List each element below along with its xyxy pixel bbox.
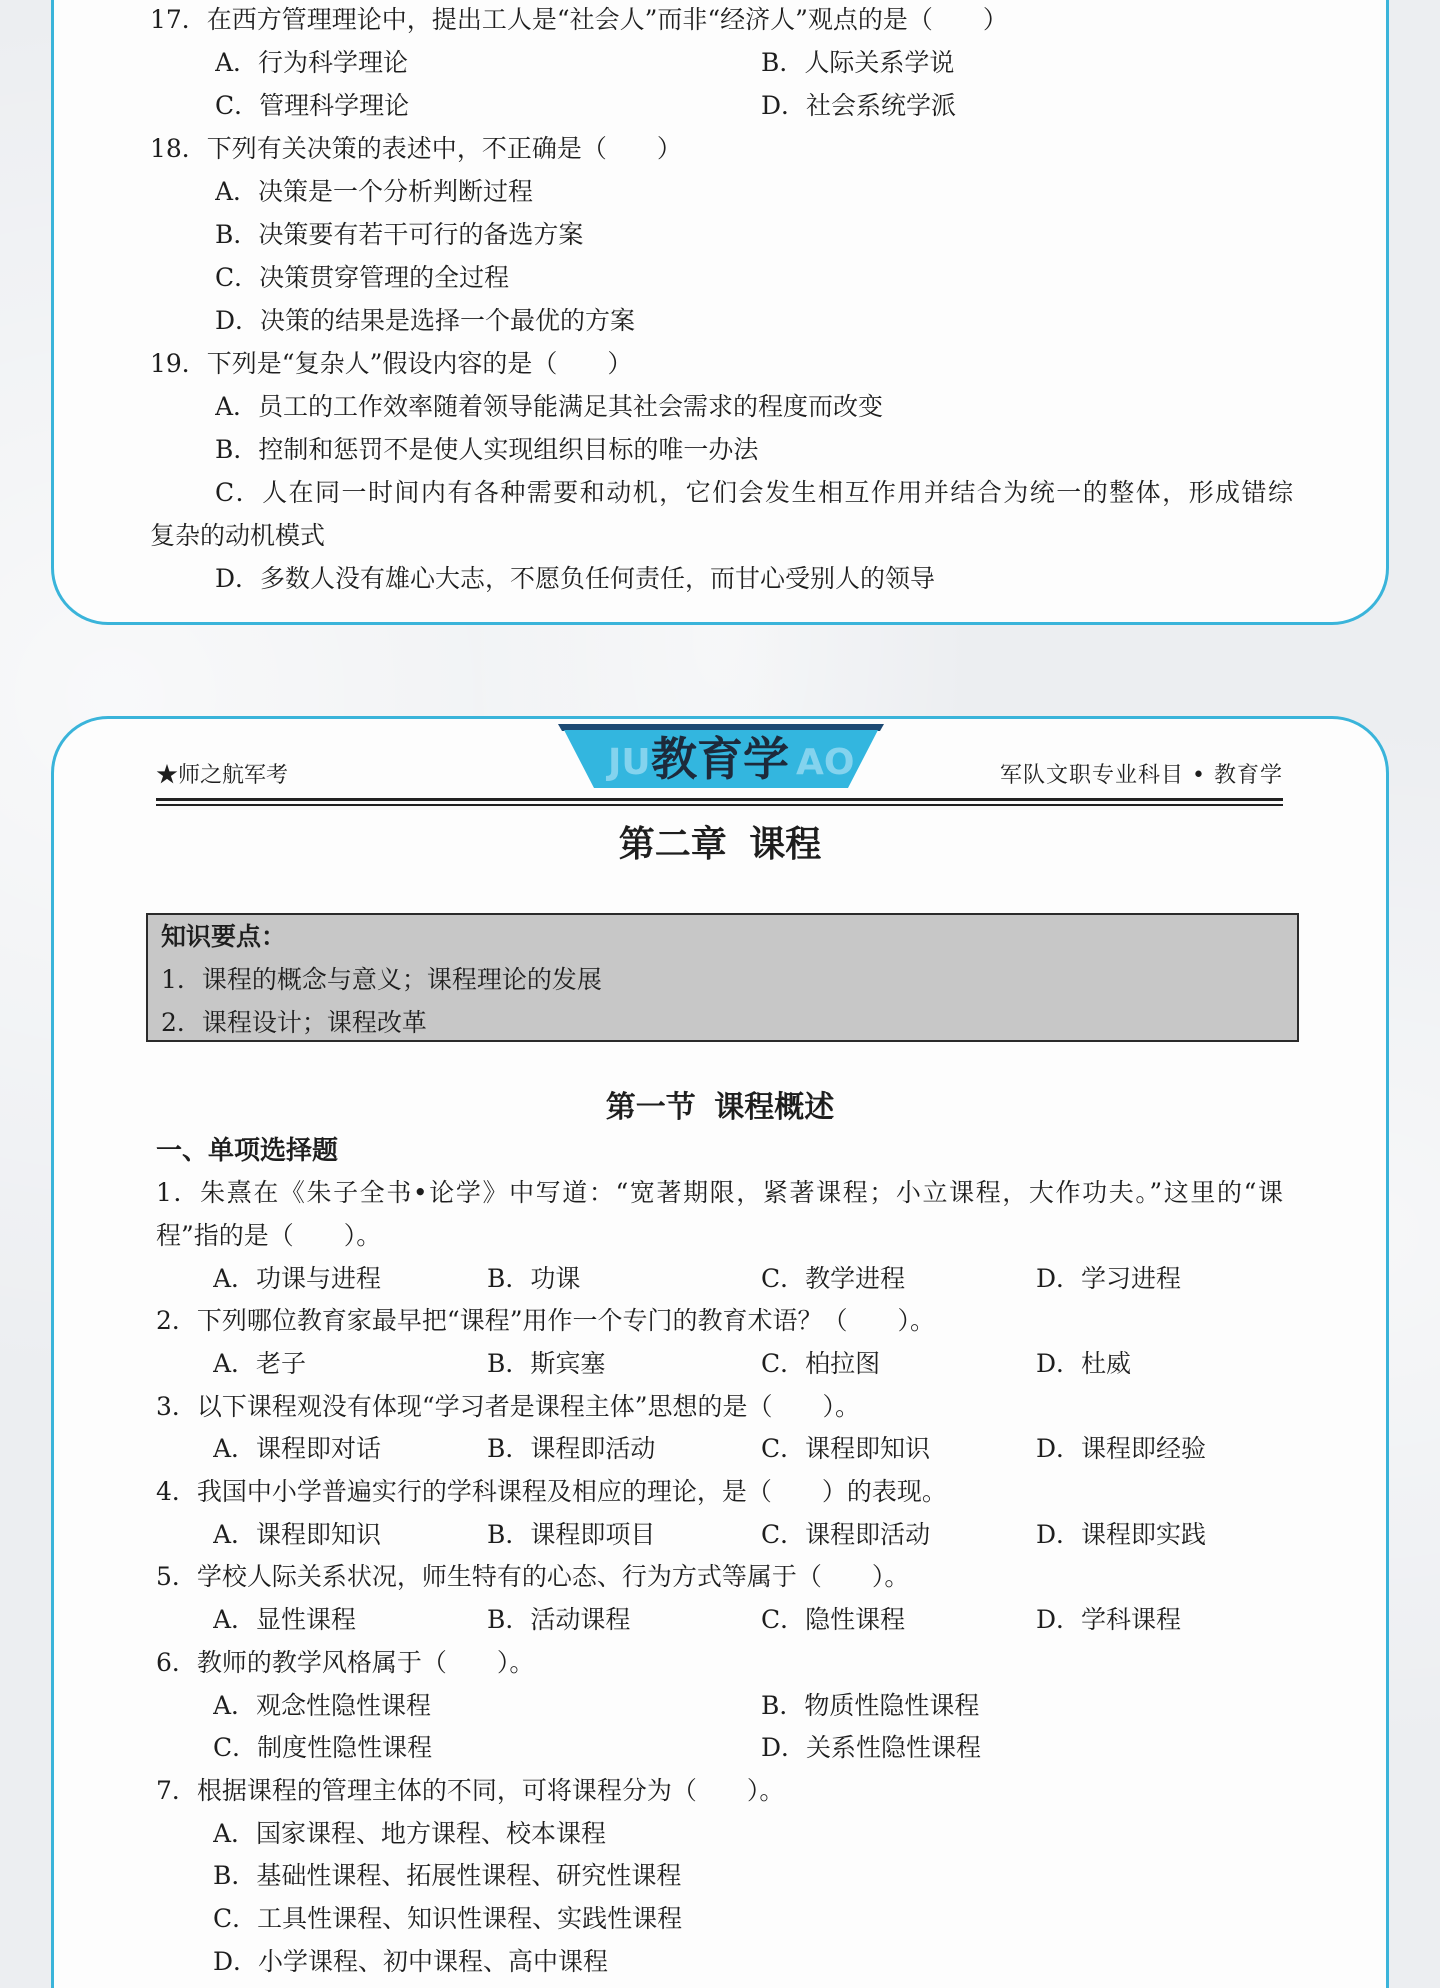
option-d: D．决策的结果是选择一个最优的方案 xyxy=(215,305,636,335)
option-b: B．物质性隐性课程 xyxy=(761,1690,980,1720)
question-stem-line-1: 1．朱熹在《朱子全书•论学》中写道：“宽著期限，紧著课程；小立课程，大作功夫。”这里的“课 xyxy=(156,1178,1283,1208)
option-a: A．决策是一个分析判断过程 xyxy=(215,176,534,206)
question-6 xyxy=(0,1642,1440,1685)
question-3 xyxy=(0,1386,1440,1429)
question-stem: 3．以下课程观没有体现“学习者是课程主体”思想的是（ ）。 xyxy=(156,1391,860,1421)
option-c-line-2: 复杂的动机模式 xyxy=(150,520,326,550)
key-point-item: 2．课程设计；课程改革 xyxy=(161,1008,427,1037)
option-c: C．课程即知识 xyxy=(761,1434,931,1464)
option-d: D．学科课程 xyxy=(1036,1605,1182,1635)
option-d: D．学习进程 xyxy=(1036,1263,1182,1293)
question-1 xyxy=(0,1172,1440,1215)
option-row xyxy=(0,41,1440,84)
key-points-box xyxy=(146,913,1299,1042)
option-d: D．关系性隐性课程 xyxy=(761,1733,982,1763)
question-stem-line-2: 程”指的是（ ）。 xyxy=(156,1220,382,1250)
option-d: D．社会系统学派 xyxy=(761,90,957,120)
option-row xyxy=(0,514,1440,557)
question-stem: 7．根据课程的管理主体的不同，可将课程分为（ ）。 xyxy=(156,1775,785,1805)
option-a: A．课程即对话 xyxy=(213,1434,382,1464)
header-rule-thin xyxy=(156,804,1283,806)
option-c: C．管理科学理论 xyxy=(215,90,410,120)
option-row xyxy=(0,471,1440,514)
option-b: B．控制和惩罚不是使人实现组织目标的唯一办法 xyxy=(215,434,759,464)
question-type-row xyxy=(0,1130,1440,1173)
option-row xyxy=(0,1685,1440,1728)
option-c: C．教学进程 xyxy=(761,1263,906,1293)
option-row xyxy=(0,428,1440,471)
option-row xyxy=(0,385,1440,428)
question-18 xyxy=(0,127,1440,170)
option-row xyxy=(0,1599,1440,1642)
banner-watermark-left: JU xyxy=(608,742,651,783)
question-stem: 2．下列哪位教育家最早把“课程”用作一个专门的教育术语？（ ）。 xyxy=(156,1306,935,1336)
question-stem: 18．下列有关决策的表述中，不正确是（ ） xyxy=(150,133,682,163)
option-b: B．基础性课程、拓展性课程、研究性课程 xyxy=(213,1861,682,1891)
option-row xyxy=(0,1258,1440,1301)
option-b: B．功课 xyxy=(487,1263,581,1293)
question-19 xyxy=(0,342,1440,385)
option-row xyxy=(0,213,1440,256)
question-stem: 19．下列是“复杂人”假设内容的是（ ） xyxy=(150,348,633,378)
option-row xyxy=(0,84,1440,127)
option-c: C．决策贯穿管理的全过程 xyxy=(215,262,510,292)
option-b: B．决策要有若干可行的备选方案 xyxy=(215,219,584,249)
option-row xyxy=(0,299,1440,342)
option-a: A．课程即知识 xyxy=(213,1519,382,1549)
option-a: A．功课与进程 xyxy=(213,1263,382,1293)
header-rule-thick xyxy=(156,798,1283,801)
option-c: C．柏拉图 xyxy=(761,1349,881,1379)
option-row xyxy=(0,1514,1440,1557)
option-b: B．人际关系学说 xyxy=(761,47,955,77)
option-row xyxy=(0,1428,1440,1471)
option-c-line-1: C．人在同一时间内有各种需要和动机，它们会发生相互作用并结合为统一的整体，形成错综 xyxy=(215,477,1293,507)
option-a: A．员工的工作效率随着领导能满足其社会需求的程度而改变 xyxy=(215,391,884,421)
option-d: D．杜威 xyxy=(1036,1349,1132,1379)
option-row xyxy=(0,1813,1440,1856)
top-card-questions xyxy=(0,0,1440,600)
key-points-heading: 知识要点： xyxy=(161,922,287,951)
header-brand: ★师之航军考 xyxy=(156,763,289,788)
option-row xyxy=(0,1941,1440,1984)
question-17 xyxy=(0,0,1440,41)
question-stem: 17．在西方管理理论中，提出工人是“社会人”而非“经济人”观点的是（ ） xyxy=(150,4,1008,34)
question-5 xyxy=(0,1556,1440,1599)
option-b: B．课程即活动 xyxy=(487,1434,656,1464)
option-d: D．课程即经验 xyxy=(1036,1434,1207,1464)
subject-banner xyxy=(556,722,886,792)
option-b: B．活动课程 xyxy=(487,1605,631,1635)
option-a: A．显性课程 xyxy=(213,1605,357,1635)
option-b: B．课程即项目 xyxy=(487,1519,656,1549)
key-point-item: 1．课程的概念与意义；课程理论的发展 xyxy=(161,965,602,994)
option-c: C．隐性课程 xyxy=(761,1605,906,1635)
option-c: C．工具性课程、知识性课程、实践性课程 xyxy=(213,1903,683,1933)
section-title: 第一节 课程概述 xyxy=(605,1090,835,1125)
option-a: A．观念性隐性课程 xyxy=(213,1690,432,1720)
option-row xyxy=(0,1727,1440,1770)
option-c: C．课程即活动 xyxy=(761,1519,931,1549)
question-4 xyxy=(0,1471,1440,1514)
option-a: A．老子 xyxy=(213,1349,307,1379)
question-stem: 6．教师的教学风格属于（ ）。 xyxy=(156,1647,535,1677)
option-row xyxy=(0,1343,1440,1386)
question-type-heading: 一、单项选择题 xyxy=(156,1135,339,1166)
option-row xyxy=(0,1855,1440,1898)
option-a: A．行为科学理论 xyxy=(215,47,409,77)
option-d: D．课程即实践 xyxy=(1036,1519,1207,1549)
option-c: C．制度性隐性课程 xyxy=(213,1733,433,1763)
question-stem: 4．我国中小学普遍实行的学科课程及相应的理论，是（ ）的表现。 xyxy=(156,1477,947,1507)
option-d: D．小学课程、初中课程、高中课程 xyxy=(213,1946,609,1976)
banner-watermark-right: AO xyxy=(796,742,855,783)
bottom-card-questions xyxy=(0,1130,1440,1984)
option-a: A．国家课程、地方课程、校本课程 xyxy=(213,1818,607,1848)
option-row xyxy=(0,1898,1440,1941)
banner-top-strip xyxy=(558,724,884,731)
question-2 xyxy=(0,1300,1440,1343)
option-row xyxy=(0,170,1440,213)
option-d: D．多数人没有雄心大志，不愿负任何责任，而甘心受别人的领导 xyxy=(215,563,936,593)
option-b: B．斯宾塞 xyxy=(487,1349,606,1379)
banner-title: 教育学 xyxy=(651,732,789,786)
question-stem: 5．学校人际关系状况，师生特有的心态、行为方式等属于（ ）。 xyxy=(156,1562,910,1592)
question-7 xyxy=(0,1770,1440,1813)
header-subject: 军队文职专业科目 • 教育学 xyxy=(1000,763,1283,788)
option-row xyxy=(0,256,1440,299)
option-row xyxy=(0,557,1440,600)
chapter-title: 第二章 课程 xyxy=(618,823,822,865)
question-1-continued xyxy=(0,1215,1440,1258)
